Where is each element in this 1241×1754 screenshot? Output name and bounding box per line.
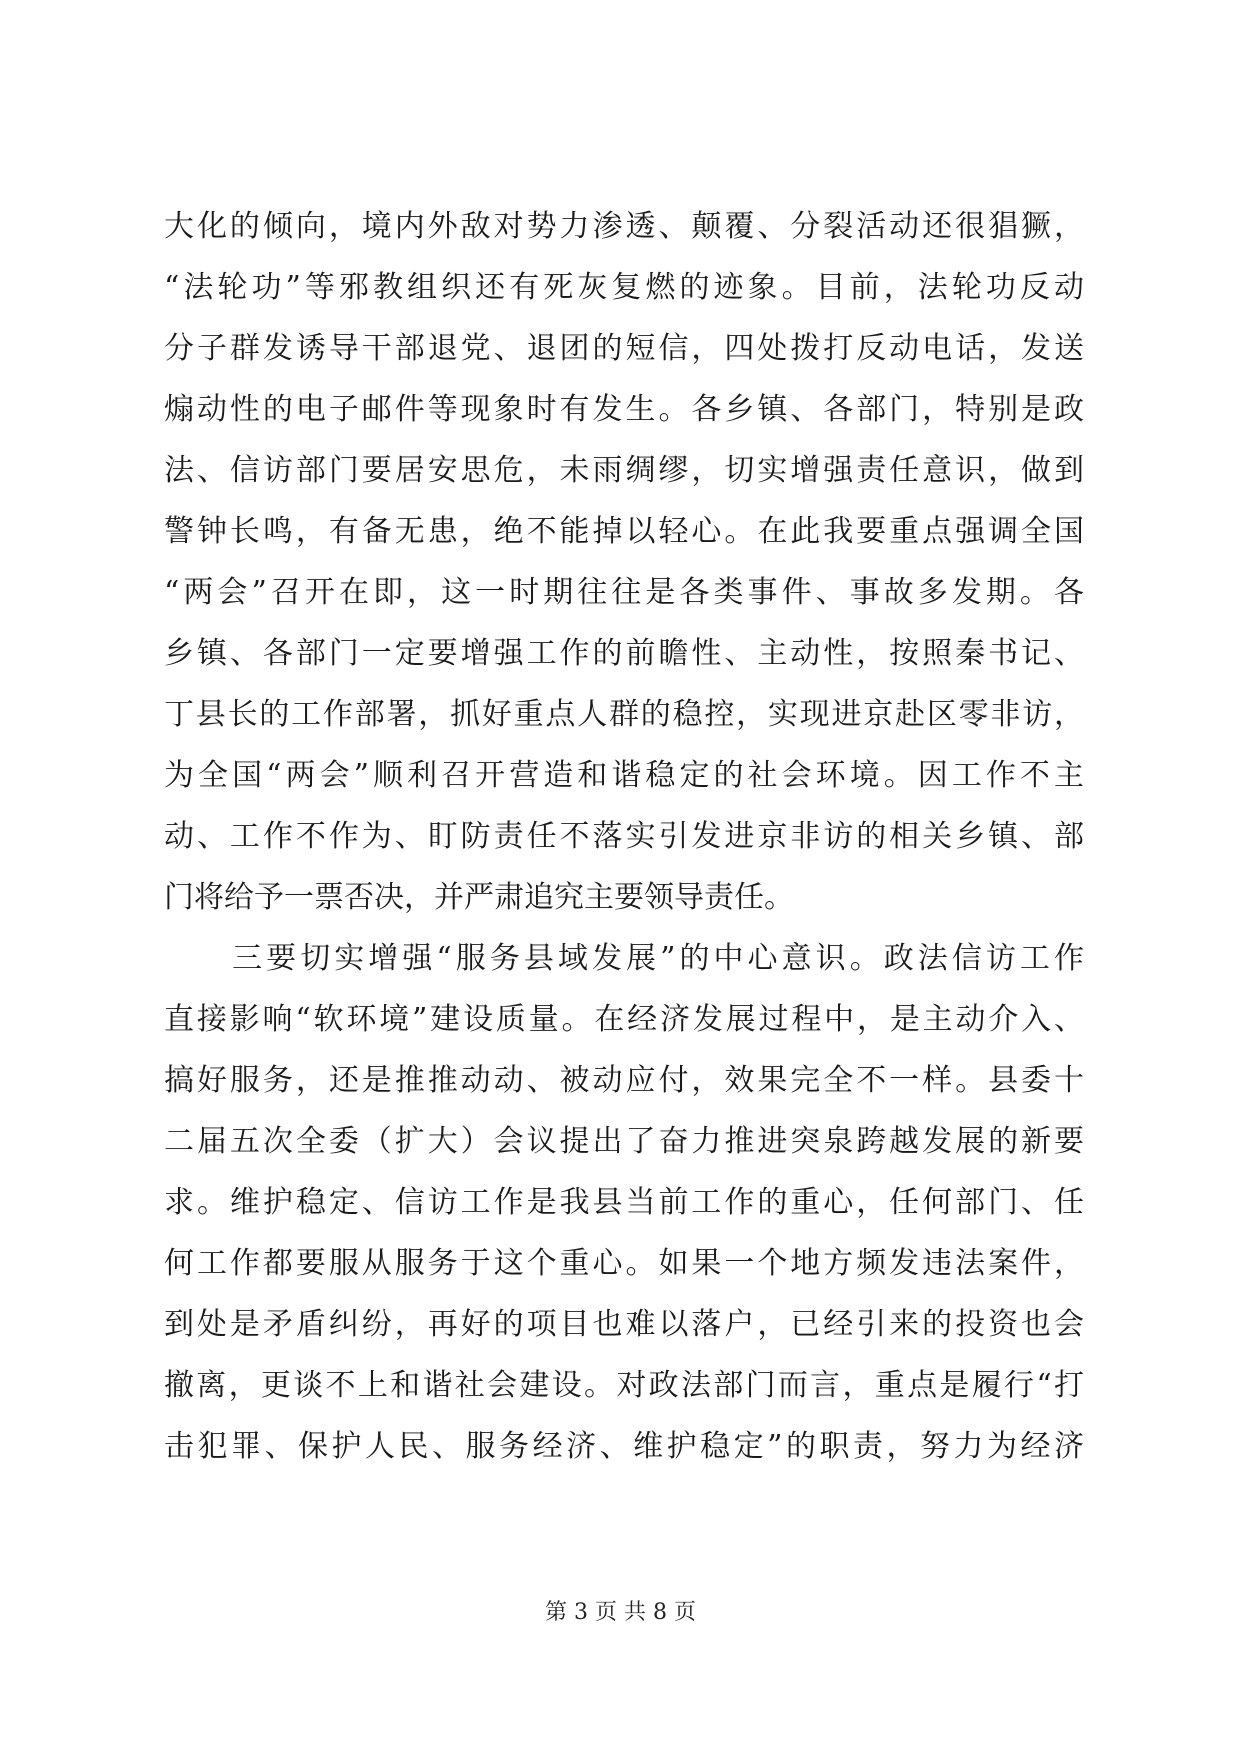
text-line: 何工作都要服从服务于这个重心。如果一个地方频发违法案件， [164,1246,1084,1281]
text-line: 煽动性的电子邮件等现象时有发生。各乡镇、各部门，特别是政 [164,392,1084,427]
text-line: 分子群发诱导干部退党、退团的短信，四处拨打反动电话，发送 [164,331,1084,366]
text-line: 直接影响“软环境”建设质量。在经济发展过程中，是主动介入、 [164,1002,1084,1037]
body-text [164,196,1084,1477]
page-footer [0,1598,1241,1628]
text-line: “法轮功”等邪教组织还有死灰复燃的迹象。目前，法轮功反动 [164,270,1084,305]
text-line: 三要切实增强“服务县域发展”的中心意识。政法信访工作 [164,941,1084,976]
text-line: 到处是矛盾纠纷，再好的项目也难以落户，已经引来的投资也会 [164,1307,1084,1342]
text-line: 警钟长鸣，有备无患，绝不能掉以轻心。在此我要重点强调全国 [164,514,1084,549]
page-number-label: 第 3 页 共 8 页 [545,1600,696,1625]
text-line: 法、信访部门要居安思危，未雨绸缪，切实增强责任意识，做到 [164,453,1084,488]
text-line: 大化的倾向，境内外敌对势力渗透、颠覆、分裂活动还很猖獗， [164,209,1084,244]
text-line: 乡镇、各部门一定要增强工作的前瞻性、主动性，按照秦书记、 [164,636,1084,671]
text-line: 丁县长的工作部署，抓好重点人群的稳控，实现进京赴区零非访， [164,697,1084,732]
text-line: 撤离，更谈不上和谐社会建设。对政法部门而言，重点是履行“打 [164,1368,1084,1403]
text-line: “两会”召开在即，这一时期往往是各类事件、事故多发期。各 [164,575,1084,610]
text-line: 二届五次全委（扩大）会议提出了奋力推进突泉跨越发展的新要 [164,1124,1084,1159]
text-line: 搞好服务，还是推推动动、被动应付，效果完全不一样。县委十 [164,1063,1084,1098]
text-line: 动、工作不作为、盯防责任不落实引发进京非访的相关乡镇、部 [164,819,1084,854]
text-line: 求。维护稳定、信访工作是我县当前工作的重心，任何部门、任 [164,1185,1084,1220]
text-line: 击犯罪、保护人民、服务经济、维护稳定”的职责，努力为经济 [164,1429,1084,1464]
text-line: 门将给予一票否决，并严肃追究主要领导责任。 [164,880,794,915]
text-line: 为全国“两会”顺利召开营造和谐稳定的社会环境。因工作不主 [164,758,1084,793]
